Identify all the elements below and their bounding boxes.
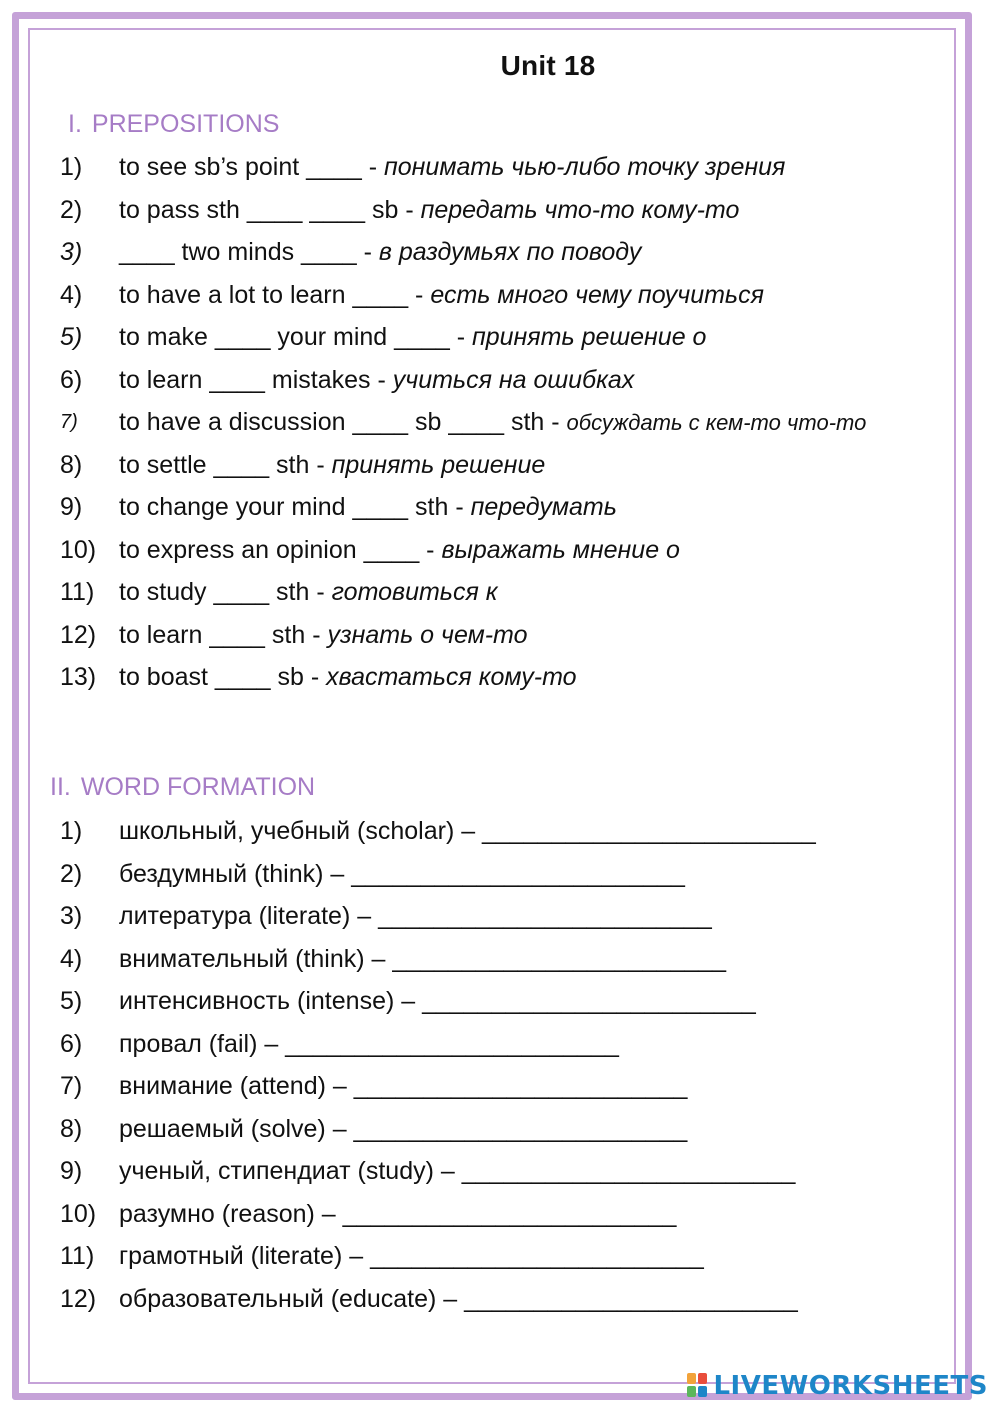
russian-translation: принять решение [331,450,546,479]
english-phrase: to learn ____ sth [119,620,306,649]
russian-translation: в раздумьях по поводу [378,238,642,266]
item-text[interactable]: провал (fail) – ________________________ [119,1029,619,1058]
section-title: PREPOSITIONS [91,110,280,138]
section-number: I. [68,110,82,138]
item-number: 5) [60,323,83,351]
item-text [119,359,634,402]
item-number: 1) [60,153,83,181]
item-text[interactable]: интенсивность (intense) – ________________________ [119,987,756,1015]
item-number: 9) [60,493,83,521]
russian-translation: передумать [470,493,617,521]
english-phrase: to study ____ sth [119,578,310,606]
item-text[interactable]: литература (literate) – ________________________ [119,902,712,930]
item-text [119,146,785,189]
separator: - [356,238,379,266]
english-phrase: to have a lot to learn ____ [119,280,409,309]
item-text [119,486,617,529]
russian-translation: принять решение о [471,323,707,351]
russian-translation: учиться на ошибках [392,365,635,394]
item-text[interactable]: бездумный (think) – ________________________ [119,859,685,888]
separator: - [398,195,421,224]
english-phrase: to settle ____ sth [119,450,310,479]
item-number: 2) [60,195,83,224]
item-number: 8) [60,450,83,479]
russian-translation: есть много чему поучиться [430,280,764,309]
separator: - [309,450,332,479]
item-number: 2) [60,859,83,888]
section-title: WORD FORMATION [80,773,316,801]
worksheet-title: Unit 18 [500,50,596,81]
logo-text: LIVEWORKSHEETS [713,1371,988,1401]
item-number: 12) [60,1284,97,1313]
item-number: 12) [60,620,97,649]
english-phrase: to boast ____ sb [119,663,304,691]
english-phrase: to pass sth ____ ____ sb [119,195,399,224]
separator: - [544,408,567,436]
item-number: 6) [60,365,83,394]
english-phrase: to see sb’s point ____ [119,153,362,181]
item-text[interactable]: внимательный (think) – ________________________ [119,944,727,973]
separator: - [449,323,472,351]
item-number: 5) [60,987,83,1015]
russian-translation: передать что-то кому-то [420,195,740,224]
item-number: 4) [60,944,83,973]
item-text[interactable]: внимание (attend) – ________________________ [119,1072,688,1100]
separator: - [408,280,431,309]
item-text[interactable]: разумно (reason) – ________________________ [119,1199,677,1228]
separator: - [370,365,393,394]
item-text [119,274,764,317]
separator: - [361,153,384,181]
item-number: 13) [60,663,97,691]
item-text [119,614,528,657]
russian-translation: хвастаться кому-то [326,663,577,691]
item-text [119,316,706,359]
item-text [119,189,739,232]
item-number: 11) [60,1242,95,1270]
item-text [119,444,545,487]
item-number: 3) [60,902,83,930]
item-text[interactable]: школьный, учебный (scholar) – ________________________ [119,817,816,845]
separator: - [419,535,442,564]
russian-translation: готовиться к [331,578,498,606]
item-text[interactable]: решаемый (solve) – ________________________ [119,1114,688,1143]
english-phrase: to express an opinion ____ [119,535,420,564]
item-number: 10) [60,1199,97,1228]
russian-translation: выражать мнение о [441,535,680,564]
item-number: 3) [60,238,83,266]
item-number: 7) [60,1072,83,1100]
russian-translation: понимать чью-либо точку зрения [384,153,786,181]
item-text[interactable]: образовательный (educate) – ________________________ [119,1284,798,1313]
separator: - [309,578,332,606]
item-number: 7) [60,411,78,433]
section-word-formation-heading [50,773,315,802]
item-text [119,231,641,274]
russian-translation: обсуждать с кем-то что-то [566,410,867,435]
section-number: II. [50,773,71,801]
item-number: 10) [60,535,97,564]
english-phrase: ____ two minds ____ [119,238,357,266]
separator: - [305,620,328,649]
russian-translation: узнать о чем-то [327,620,528,649]
item-number: 4) [60,280,83,309]
english-phrase: to have a discussion ____ sb ____ sth [119,408,545,436]
section-prepositions-heading [68,110,279,139]
separator: - [303,663,327,691]
item-number: 11) [60,578,95,606]
item-number: 9) [60,1157,83,1185]
item-text[interactable]: грамотный (literate) – ________________________ [119,1242,704,1270]
item-number: 6) [60,1029,83,1058]
item-number: 1) [60,817,83,845]
english-phrase: to learn ____ mistakes [119,365,371,394]
item-text[interactable]: ученый, стипендиат (study) – ________________________ [119,1157,796,1185]
separator: - [448,493,471,521]
english-phrase: to change your mind ____ sth [119,493,449,521]
item-text [119,656,577,699]
english-phrase: to make ____ your mind ____ [119,323,450,351]
item-text [119,529,680,572]
item-text [119,401,866,445]
logo-icon [687,1373,709,1399]
item-number: 8) [60,1114,83,1143]
item-text [119,571,498,614]
liveworksheets-logo [687,1370,988,1402]
